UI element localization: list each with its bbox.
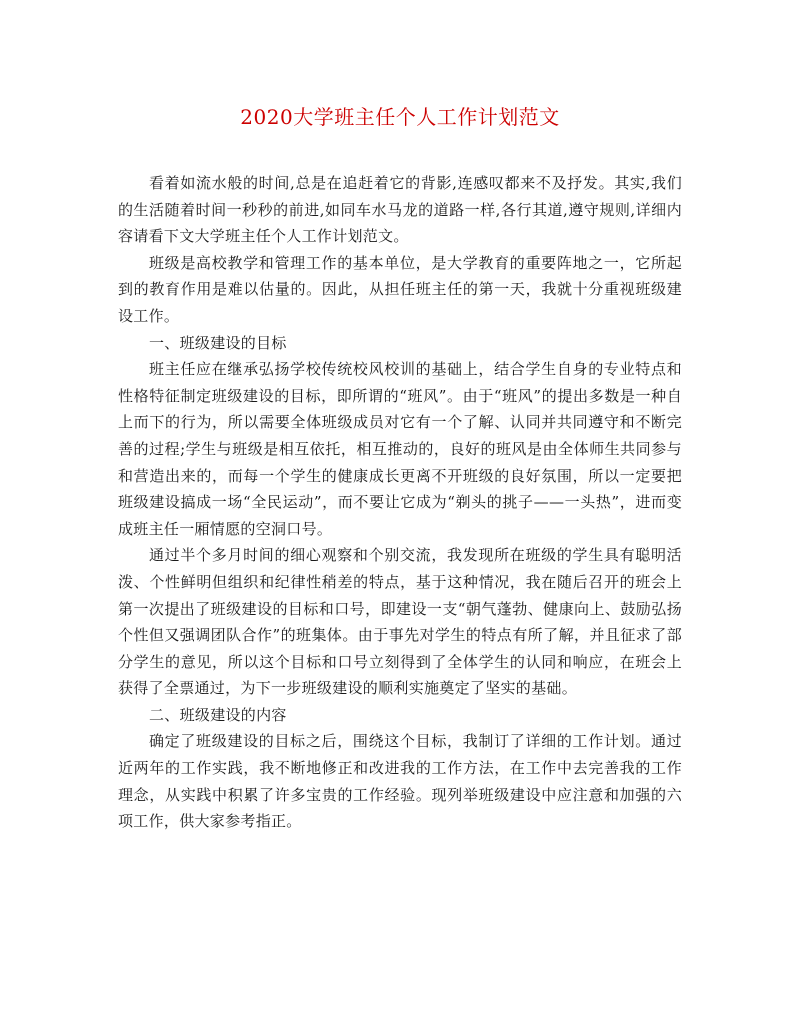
paragraph-observation: 通过半个多月时间的细心观察和个别交流，我发现所在班级的学生具有聪明活泼、个性鲜明但组织和纪律性稍差的特点，基于这种情况，我在随后召开的班会上第一次提出了班级建设的目标和口号，即建设一支“朝气蓬勃、健康向上、鼓励弘扬个性但又强调团队合作”的班集体。由于事先对学生的特点有所了解，并且征求了部分学生的意见，所以这个目标和口号立刻得到了全体学生的认同和响应，在班会上获得了全票通过，为下一步班级建设的顺利实施奠定了坚实的基础。 — [118, 546, 682, 698]
paragraph-class-style: 班主任应在继承弘扬学校传统校风校训的基础上，结合学生自身的专业特点和性格特征制定班级建设的目标，即所谓的“班风”。由于“班风”的提出多数是一种自上而下的行为，所以需要全体班级成员对它有一个了解、认同并共同遵守和不断完善的过程;学生与班级是相互依托，相互推动的，良好的班风是由全体师生共同参与和营造出来的，而每一个学生的健康成长更离不开班级的良好氛围，所以一定要把班级建设搞成一场“全民运动”，而不要让它成为“剃头的挑子——一头热”，进而变成班主任一厢情愿的空洞口号。 — [118, 360, 682, 538]
paragraph-class-importance: 班级是高校教学和管理工作的基本单位，是大学教育的重要阵地之一，它所起到的教育作用是难以估量的。因此，从担任班主任的第一天，我就十分重视班级建设工作。 — [118, 253, 682, 325]
paragraph-work-plan: 确定了班级建设的目标之后，围绕这个目标，我制订了详细的工作计划。通过近两年的工作实践，我不断地修正和改进我的工作方法，在工作中去完善我的工作理念，从实践中积累了许多宝贵的工作经验。现列举班级建设中应注意和加强的六项工作，供大家参考指正。 — [118, 732, 682, 831]
section-heading-content: 二、班级建设的内容 — [149, 705, 287, 724]
paragraph-intro: 看着如流水般的时间,总是在追赶着它的背影,连感叹都来不及抒发。其实,我们的生活随着时间一秒秒的前进,如同车水马龙的道路一样,各行其道,遵守规则,详细内容请看下文大学班主任个人工作计划范文。 — [118, 174, 682, 246]
document-title: 2020大学班主任个人工作计划范文 — [240, 105, 560, 129]
document-body — [118, 170, 682, 835]
section-heading-goals: 一、班级建设的目标 — [149, 333, 287, 352]
